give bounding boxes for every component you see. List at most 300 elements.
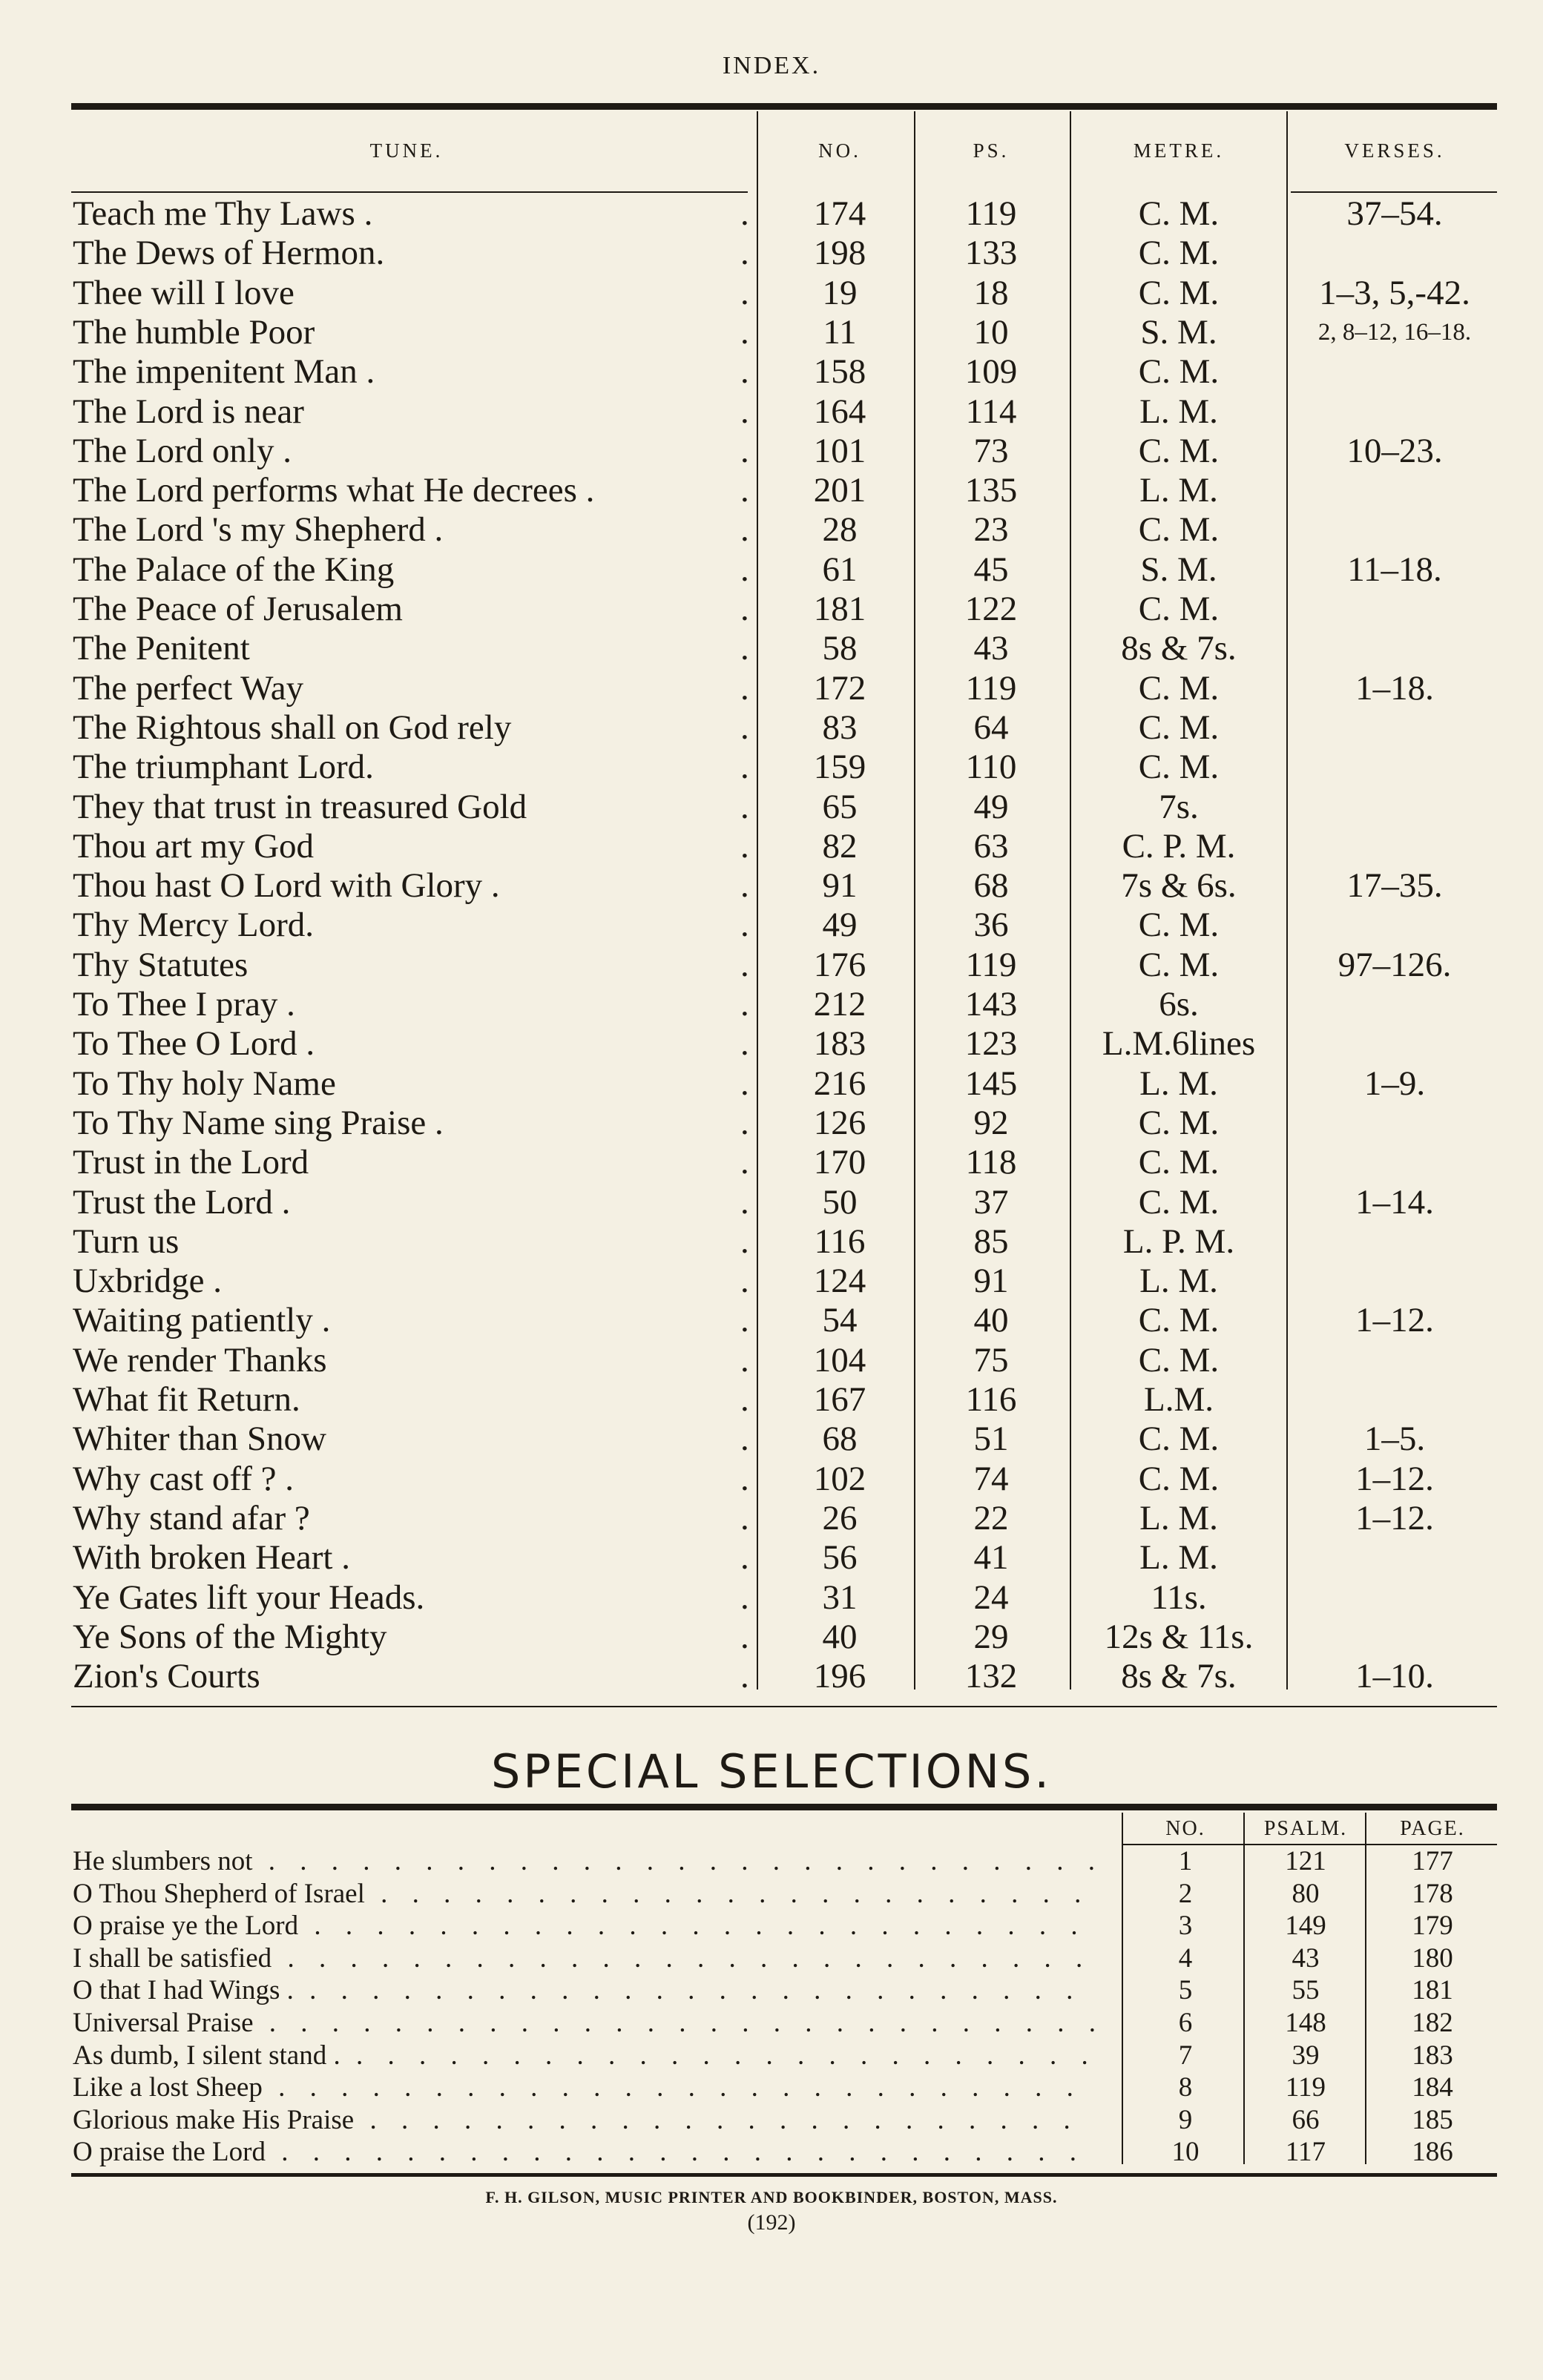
table-row: [0, 1222, 1543, 1262]
selection-page: 179: [1412, 1911, 1453, 1941]
page-title: INDEX.: [722, 52, 821, 79]
psalm-number: 110: [965, 748, 1017, 786]
leader-dot: .: [740, 1420, 749, 1458]
table-row: [0, 1499, 1543, 1538]
tune-name: With broken Heart .: [73, 1538, 350, 1577]
psalm-number: 24: [973, 1578, 1009, 1617]
selection-number: 9: [1178, 2105, 1193, 2135]
list-item: [0, 1974, 1543, 2007]
tune-number: 83: [822, 708, 858, 747]
table-row: [0, 1183, 1543, 1222]
leader-dot: .: [740, 748, 749, 786]
leader-dot: .: [740, 708, 749, 747]
psalm-number: 43: [973, 629, 1009, 667]
verses: 1–12.: [1355, 1460, 1434, 1498]
tune-number: 31: [822, 1578, 858, 1617]
psalm-number: 109: [964, 352, 1018, 391]
list-item: [0, 1942, 1543, 1975]
special-header-page: PAGE.: [1400, 1817, 1465, 1840]
metre: C. M.: [1138, 1183, 1220, 1222]
psalm-number: 22: [973, 1499, 1009, 1537]
tune-name: Why stand afar ?: [73, 1499, 310, 1537]
tune-name: Zion's Courts: [73, 1657, 260, 1695]
tune-name: The Lord 's my Shepherd .: [73, 510, 444, 549]
psalm-number: 122: [964, 590, 1018, 628]
selection-title: O praise ye the Lord . . .: [73, 1910, 1096, 1942]
metre: C. M.: [1138, 906, 1220, 944]
tune-name: The perfect Way: [73, 669, 304, 708]
table-row: [0, 352, 1543, 392]
header-metre: METRE.: [1133, 139, 1225, 162]
leader-dot: .: [740, 590, 749, 628]
psalm-number: 91: [973, 1262, 1009, 1300]
leader-dot: .: [740, 1341, 749, 1379]
tune-name: Turn us: [73, 1222, 180, 1261]
metre: 7s.: [1159, 788, 1199, 826]
table-row: [0, 1420, 1543, 1459]
table-row: [0, 432, 1543, 471]
leader-dot: .: [740, 1262, 749, 1300]
list-item: [0, 1845, 1543, 1878]
selection-page: 186: [1412, 2137, 1453, 2167]
metre: C. M.: [1138, 352, 1220, 391]
tune-number: 102: [813, 1460, 866, 1498]
table-row: [0, 392, 1543, 432]
selection-number: 3: [1178, 1911, 1193, 1941]
psalm-number: 74: [973, 1460, 1009, 1498]
selection-psalm: 43: [1292, 1943, 1320, 1974]
tune-number: 49: [822, 906, 858, 944]
metre: C. M.: [1138, 194, 1220, 233]
verses: 1–5.: [1363, 1420, 1426, 1458]
tune-number: 65: [822, 788, 858, 826]
tune-name: What fit Return.: [73, 1380, 300, 1419]
tune-name: We render Thanks: [73, 1341, 327, 1379]
metre: C. M.: [1138, 1143, 1220, 1181]
metre: C. M.: [1138, 1341, 1220, 1379]
table-bottom-rule: [71, 1706, 1497, 1707]
tune-number: 56: [822, 1538, 858, 1577]
table-row: [0, 788, 1543, 827]
table-row: [0, 1341, 1543, 1380]
tune-name: To Thy Name sing Praise .: [73, 1104, 444, 1142]
metre: L. M.: [1139, 1499, 1218, 1537]
table-row: [0, 590, 1543, 629]
tune-number: 58: [822, 629, 858, 667]
list-item: [0, 2136, 1543, 2169]
psalm-number: 145: [964, 1064, 1018, 1103]
selection-page: 177: [1412, 1846, 1453, 1876]
leader-dot: .: [740, 1301, 749, 1339]
list-item: [0, 1878, 1543, 1911]
tune-number: 174: [813, 194, 866, 233]
verses: 1–3, 5,-42.: [1319, 274, 1470, 312]
selection-title: I shall be satisfied . . .: [73, 1942, 1096, 1975]
leader-dot: .: [740, 432, 749, 470]
psalm-number: 85: [973, 1222, 1009, 1261]
selection-number: 7: [1178, 2040, 1193, 2071]
psalm-number: 18: [973, 274, 1009, 312]
selection-number: 4: [1178, 1943, 1193, 1974]
verses: 37–54.: [1346, 194, 1443, 233]
leader-dot: .: [740, 1618, 749, 1656]
tune-name: Ye Gates lift your Heads.: [73, 1578, 425, 1617]
table-row: [0, 234, 1543, 273]
leader-dot: .: [740, 471, 749, 510]
leader-dot: .: [740, 1460, 749, 1498]
metre: S. M.: [1140, 550, 1217, 589]
selection-title: O that I had Wings . . . .: [73, 1974, 1096, 2007]
metre: C. P. M.: [1122, 827, 1236, 866]
table-row: [0, 629, 1543, 668]
selection-page: 181: [1412, 1975, 1453, 2005]
metre: C. M.: [1138, 432, 1220, 470]
selection-page: 182: [1412, 2008, 1453, 2038]
special-selections-title: SPECIAL SELECTIONS.: [490, 1744, 1053, 1799]
table-row: [0, 669, 1543, 708]
table-row: [0, 1064, 1543, 1104]
tune-name: Trust the Lord .: [73, 1183, 291, 1222]
table-row: [0, 471, 1543, 510]
selection-number: 5: [1178, 1975, 1193, 2005]
psalm-number: 123: [964, 1024, 1018, 1063]
verses: 17–35.: [1346, 866, 1443, 905]
psalm-number: 135: [964, 471, 1018, 510]
tune-number: 159: [813, 748, 866, 786]
psalm-number: 143: [964, 985, 1018, 1023]
leader-dot: .: [740, 1064, 749, 1103]
verses: 1–18.: [1355, 669, 1434, 708]
tune-number: 201: [813, 471, 866, 510]
tune-name: Thy Statutes: [73, 946, 249, 984]
list-item: [0, 2007, 1543, 2040]
table-row: [0, 1024, 1543, 1064]
leader-dot: .: [740, 788, 749, 826]
selection-page: 184: [1412, 2072, 1453, 2103]
metre: 11s.: [1151, 1578, 1207, 1617]
psalm-number: 45: [973, 550, 1009, 589]
tune-number: 54: [822, 1301, 858, 1339]
table-row: [0, 274, 1543, 313]
leader-dot: .: [740, 1104, 749, 1142]
tune-number: 158: [813, 352, 866, 391]
leader-dot: .: [740, 352, 749, 391]
selection-psalm: 55: [1292, 1975, 1320, 2005]
leader-dot: .: [740, 550, 749, 589]
tune-name: Teach me Thy Laws .: [73, 194, 373, 233]
tune-number: 11: [823, 313, 857, 352]
tune-name: Ye Sons of the Mighty: [73, 1618, 387, 1656]
verses: 11–18.: [1347, 550, 1442, 589]
metre: L. P. M.: [1122, 1222, 1235, 1261]
tune-name: The Dews of Hermon.: [73, 234, 385, 272]
metre: C. M.: [1138, 1420, 1220, 1458]
metre: C. M.: [1138, 1301, 1220, 1339]
table-row: [0, 1262, 1543, 1301]
metre: C. M.: [1138, 274, 1220, 312]
selection-psalm: 80: [1292, 1879, 1320, 1909]
leader-dot: .: [740, 946, 749, 984]
selection-page: 180: [1412, 1943, 1453, 1974]
metre: L.M.6lines: [1102, 1024, 1256, 1063]
special-top-rule: [71, 1804, 1497, 1810]
list-item: [0, 2071, 1543, 2104]
tune-name: The Peace of Jerusalem: [73, 590, 403, 628]
table-row: [0, 1460, 1543, 1499]
psalm-number: 36: [973, 906, 1009, 944]
tune-number: 212: [813, 985, 866, 1023]
table-row: [0, 1143, 1543, 1182]
psalm-number: 119: [965, 194, 1017, 233]
table-row: [0, 906, 1543, 945]
tune-name: Thee will I love: [73, 274, 295, 312]
verses-header-rule: [1291, 191, 1497, 193]
tune-name: The Lord is near: [73, 392, 304, 431]
tune-number: 176: [813, 946, 866, 984]
verses: 97–126.: [1338, 946, 1452, 984]
table-row: [0, 748, 1543, 787]
metre: L. M.: [1139, 1262, 1218, 1300]
table-row: [0, 313, 1543, 352]
psalm-number: 41: [973, 1538, 1009, 1577]
table-row: [0, 1301, 1543, 1340]
metre: C. M.: [1138, 748, 1220, 786]
tune-name: The Lord only .: [73, 432, 292, 470]
metre: L. M.: [1139, 1538, 1218, 1577]
list-item: [0, 1910, 1543, 1942]
psalm-number: 92: [973, 1104, 1009, 1142]
verses: 1–12.: [1355, 1499, 1434, 1537]
metre: 6s.: [1159, 985, 1199, 1023]
metre: S. M.: [1140, 313, 1217, 352]
psalm-number: 10: [973, 313, 1009, 352]
metre: C. M.: [1138, 510, 1220, 549]
selection-title: As dumb, I silent stand . . . .: [73, 2040, 1096, 2072]
metre: C. M.: [1138, 234, 1220, 272]
header-rule: [71, 191, 748, 193]
selection-psalm: 148: [1285, 2008, 1326, 2038]
selection-title: Glorious make His Praise . . .: [73, 2104, 1096, 2137]
tune-number: 116: [814, 1222, 866, 1261]
tune-number: 181: [813, 590, 866, 628]
verses: 1–10.: [1355, 1657, 1434, 1695]
psalm-number: 23: [973, 510, 1009, 549]
psalm-number: 73: [973, 432, 1009, 470]
metre: L. M.: [1139, 1064, 1218, 1103]
psalm-number: 29: [973, 1618, 1009, 1656]
selection-number: 10: [1171, 2137, 1200, 2167]
special-header-psalm: PSALM.: [1263, 1817, 1348, 1840]
selection-number: 6: [1178, 2008, 1193, 2038]
leader-dot: .: [740, 1222, 749, 1261]
selection-title: O Thou Shepherd of Israel . . .: [73, 1878, 1096, 1911]
selection-psalm: 117: [1285, 2137, 1326, 2167]
selection-title: O praise the Lord . . .: [73, 2136, 1096, 2169]
selection-page: 185: [1412, 2105, 1453, 2135]
metre: C. M.: [1138, 708, 1220, 747]
table-row: [0, 946, 1543, 985]
selection-psalm: 149: [1285, 1911, 1326, 1941]
leader-dot: .: [740, 1024, 749, 1063]
tune-number: 19: [822, 274, 858, 312]
selection-title: He slumbers not . . .: [73, 1845, 1096, 1878]
verses: 1–12.: [1355, 1301, 1434, 1339]
leader-dot: .: [740, 274, 749, 312]
psalm-number: 119: [965, 946, 1017, 984]
table-row: [0, 194, 1543, 234]
selection-number: 1: [1178, 1846, 1193, 1876]
tune-number: 40: [822, 1618, 858, 1656]
leader-dot: .: [740, 629, 749, 667]
tune-name: To Thee I pray .: [73, 985, 295, 1023]
selection-psalm: 66: [1292, 2105, 1320, 2135]
psalm-number: 64: [973, 708, 1009, 747]
psalm-number: 75: [973, 1341, 1009, 1379]
leader-dot: .: [740, 906, 749, 944]
tune-number: 26: [822, 1499, 858, 1537]
header-verses: VERSES.: [1344, 139, 1445, 162]
psalm-number: 49: [973, 788, 1009, 826]
tune-number: 216: [813, 1064, 866, 1103]
table-row: [0, 1657, 1543, 1696]
tune-number: 104: [813, 1341, 866, 1379]
tune-name: The impenitent Man .: [73, 352, 375, 391]
metre: 12s & 11s.: [1104, 1618, 1254, 1656]
tune-number: 170: [813, 1143, 866, 1181]
printer-credit: F. H. GILSON, MUSIC PRINTER AND BOOKBINDER, BOSTON, MASS.: [485, 2188, 1058, 2206]
selection-psalm: 39: [1292, 2040, 1320, 2071]
leader-dot: .: [740, 1380, 749, 1419]
tune-number: 28: [822, 510, 858, 549]
special-header-no: NO.: [1165, 1817, 1205, 1840]
psalm-number: 51: [973, 1420, 1009, 1458]
selection-psalm: 119: [1285, 2072, 1326, 2103]
tune-name: The humble Poor: [73, 313, 315, 352]
table-row: [0, 1618, 1543, 1657]
leader-dot: .: [740, 827, 749, 866]
selection-number: 8: [1178, 2072, 1193, 2103]
tune-number: 164: [813, 392, 866, 431]
verses: 1–9.: [1363, 1064, 1426, 1103]
metre: L. M.: [1139, 471, 1218, 510]
header-ps: PS.: [973, 139, 1010, 162]
verses: 2, 8–12, 16–18.: [1317, 319, 1472, 346]
tune-name: Whiter than Snow: [73, 1420, 326, 1458]
psalm-number: 37: [973, 1183, 1009, 1222]
tune-number: 101: [813, 432, 866, 470]
tune-name: They that trust in treasured Gold: [73, 788, 527, 826]
tune-name: The Palace of the King: [73, 550, 395, 589]
table-row: [0, 1578, 1543, 1618]
tune-number: 91: [822, 866, 858, 905]
leader-dot: .: [740, 392, 749, 431]
selection-number: 2: [1178, 1879, 1193, 1909]
table-row: [0, 1104, 1543, 1143]
leader-dot: .: [740, 669, 749, 708]
tune-number: 82: [822, 827, 858, 866]
table-row: [0, 550, 1543, 590]
leader-dot: .: [740, 194, 749, 233]
selection-page: 178: [1412, 1879, 1453, 1909]
psalm-number: 40: [973, 1301, 1009, 1339]
psalm-number: 63: [973, 827, 1009, 866]
selection-page: 183: [1412, 2040, 1453, 2071]
tune-name: Thy Mercy Lord.: [73, 906, 314, 944]
psalm-number: 114: [965, 392, 1017, 431]
tune-number: 124: [813, 1262, 866, 1300]
leader-dot: .: [740, 510, 749, 549]
tune-number: 50: [822, 1183, 858, 1222]
list-item: [0, 2040, 1543, 2072]
page-number: (192): [747, 2210, 796, 2235]
metre: 8s & 7s.: [1121, 629, 1237, 667]
selection-psalm: 121: [1285, 1846, 1326, 1876]
table-row: [0, 708, 1543, 748]
tune-name: Thou art my God: [73, 827, 315, 866]
metre: C. M.: [1138, 1104, 1220, 1142]
leader-dot: .: [740, 1538, 749, 1577]
psalm-number: 133: [964, 234, 1018, 272]
leader-dot: .: [740, 985, 749, 1023]
header-tune: TUNE.: [369, 139, 444, 162]
tune-number: 167: [813, 1380, 866, 1419]
leader-dot: .: [740, 1499, 749, 1537]
tune-name: Why cast off ? .: [73, 1460, 294, 1498]
psalm-number: 118: [965, 1143, 1017, 1181]
table-row: [0, 866, 1543, 906]
table-row: [0, 1380, 1543, 1420]
table-row: [0, 1538, 1543, 1578]
selection-title: Universal Praise . . .: [73, 2007, 1096, 2040]
list-item: [0, 2104, 1543, 2137]
top-rule: [71, 103, 1497, 110]
special-bottom-rule: [71, 2173, 1497, 2177]
verses: 1–14.: [1355, 1183, 1434, 1222]
tune-name: The Lord performs what He decrees .: [73, 471, 595, 510]
tune-name: The triumphant Lord.: [73, 748, 374, 786]
tune-number: 183: [813, 1024, 866, 1063]
metre: 7s & 6s.: [1121, 866, 1237, 905]
table-row: [0, 510, 1543, 550]
tune-number: 198: [813, 234, 866, 272]
tune-number: 61: [822, 550, 858, 589]
metre: 8s & 7s.: [1121, 1657, 1237, 1695]
leader-dot: .: [740, 1183, 749, 1222]
psalm-number: 132: [964, 1657, 1018, 1695]
tune-name: Thou hast O Lord with Glory .: [73, 866, 500, 905]
header-no: NO.: [818, 139, 861, 162]
table-row: [0, 985, 1543, 1024]
psalm-number: 68: [973, 866, 1009, 905]
tune-name: To Thee O Lord .: [73, 1024, 315, 1063]
metre: C. M.: [1138, 669, 1220, 708]
tune-name: The Penitent: [73, 629, 250, 667]
metre: L. M.: [1139, 392, 1218, 431]
tune-name: To Thy holy Name: [73, 1064, 336, 1103]
tune-name: Trust in the Lord: [73, 1143, 309, 1181]
tune-name: Uxbridge .: [73, 1262, 223, 1300]
tune-number: 68: [822, 1420, 858, 1458]
tune-number: 126: [813, 1104, 866, 1142]
table-row: [0, 827, 1543, 866]
leader-dot: .: [740, 234, 749, 272]
metre: C. M.: [1138, 590, 1220, 628]
tune-number: 172: [813, 669, 866, 708]
verses: 10–23.: [1346, 432, 1443, 470]
tune-number: 196: [813, 1657, 866, 1695]
leader-dot: .: [740, 866, 749, 905]
selection-title: Like a lost Sheep . . .: [73, 2071, 1096, 2104]
